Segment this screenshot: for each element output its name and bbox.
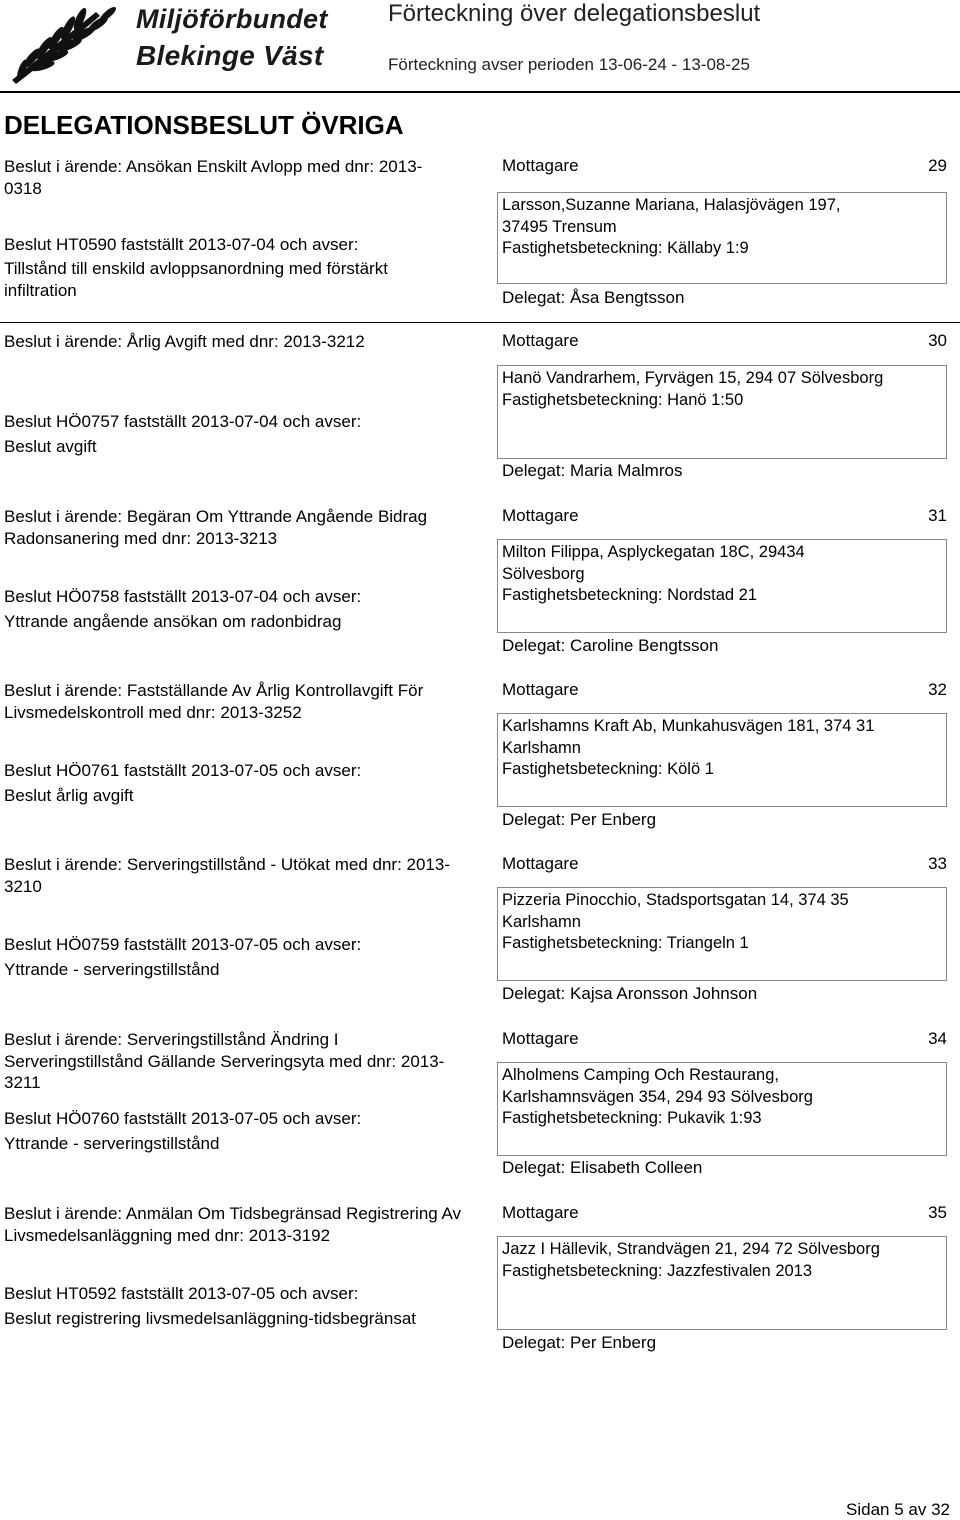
recipient-line: Karlshamn — [502, 912, 581, 931]
case-description: Beslut i ärende: Begäran Om Yttrande Angående Bidrag Radonsanering med dnr: 2013-3213 — [4, 507, 428, 548]
recipient-box — [497, 192, 947, 284]
entry-number: 34 — [928, 1029, 947, 1048]
recipient-line: Milton Filippa, Asplyckegatan 18C, 29434 — [502, 543, 805, 561]
case-description: Beslut i ärende: Serveringstillstånd Ändring I Serveringstillstånd Gällande Serveringsyta med dnr: 2013-3211 — [4, 1030, 445, 1092]
decision-line: Beslut HÖ0758 fastställt 2013-07-04 och avser: — [4, 587, 362, 606]
case-description: Beslut i ärende: Anmälan Om Tidsbegränsad Registrering Av Livsmedelsanläggning med dnr: 2013-3192 — [4, 1204, 462, 1245]
page-number: Sidan 5 av 32 — [846, 1500, 950, 1519]
case-description: Beslut i ärende: Ansökan Enskilt Avlopp med dnr: 2013-0318 — [4, 157, 423, 198]
entry-number: 35 — [928, 1203, 947, 1222]
decision-subject: Yttrande angående ansökan om radonbidrag — [4, 612, 342, 631]
delegate-name: Delegat: Elisabeth Colleen — [502, 1158, 703, 1177]
entry-divider — [0, 322, 960, 323]
recipient-label: Mottagare — [502, 854, 579, 873]
decision-subject: Yttrande - serveringstillstånd — [4, 960, 220, 979]
recipient-label: Mottagare — [502, 156, 579, 175]
recipient-line: Fastighetsbeteckning: Triangeln 1 — [502, 934, 749, 952]
laurel-logo-icon — [4, 2, 136, 84]
document-title: Förteckning över delegationsbeslut — [388, 0, 761, 27]
decision-subject: Yttrande - serveringstillstånd — [4, 1134, 220, 1153]
recipient-line: Fastighetsbeteckning: Jazzfestivalen 2013 — [502, 1261, 813, 1280]
delegate-name: Delegat: Per Enberg — [502, 1333, 657, 1352]
organization-name-line1: Miljöförbundet — [136, 4, 328, 34]
recipient-line: Karlshamns Kraft Ab, Munkahusvägen 181, 374 31 — [502, 717, 875, 735]
recipient-label: Mottagare — [502, 1029, 579, 1048]
recipient-line: Karlshamn — [502, 738, 581, 757]
organization-name-line2: Blekinge Väst — [136, 40, 324, 71]
delegate-name: Delegat: Maria Malmros — [502, 461, 683, 480]
recipient-line: Sölvesborg — [502, 564, 585, 583]
recipient-box — [497, 1062, 947, 1156]
delegate-name: Delegat: Åsa Bengtsson — [502, 288, 685, 307]
delegate-name: Delegat: Per Enberg — [502, 810, 657, 829]
recipient-label: Mottagare — [502, 1203, 579, 1222]
recipient-line: Alholmens Camping Och Restaurang, — [502, 1066, 779, 1084]
recipient-box — [497, 887, 947, 981]
entry-number: 33 — [928, 854, 947, 873]
section-title: DELEGATIONSBESLUT ÖVRIGA — [4, 110, 404, 140]
decision-line: Beslut HT0590 fastställt 2013-07-04 och avser: — [4, 235, 359, 254]
recipient-box — [497, 713, 947, 807]
delegate-name: Delegat: Kajsa Aronsson Johnson — [502, 984, 758, 1003]
recipient-line: 37495 Trensum — [502, 217, 617, 236]
recipient-line: Fastighetsbeteckning: Kölö 1 — [502, 760, 714, 778]
decision-subject: Beslut registrering livsmedelsanläggning-tidsbegränsat — [4, 1309, 417, 1328]
recipient-label: Mottagare — [502, 331, 579, 350]
recipient-line: Fastighetsbeteckning: Pukavik 1:93 — [502, 1109, 762, 1127]
case-description: Beslut i ärende: Serveringstillstånd - Utökat med dnr: 2013-3210 — [4, 855, 451, 896]
recipient-line: Karlshamnsvägen 354, 294 93 Sölvesborg — [502, 1087, 813, 1106]
case-description: Beslut i ärende: Årlig Avgift med dnr: 2013-3212 — [4, 332, 365, 351]
decision-subject: Beslut årlig avgift — [4, 786, 134, 805]
case-description: Beslut i ärende: Fastställande Av Årlig Kontrollavgift För Livsmedelskontroll med dnr: 2013-3252 — [4, 681, 424, 722]
entry-number: 32 — [928, 680, 947, 699]
page-header — [0, 0, 960, 92]
decision-line: Beslut HÖ0760 fastställt 2013-07-05 och avser: — [4, 1109, 362, 1128]
decision-line: Beslut HÖ0759 fastställt 2013-07-05 och avser: — [4, 935, 362, 954]
delegate-name: Delegat: Caroline Bengtsson — [502, 636, 719, 655]
decision-line: Beslut HT0592 fastställt 2013-07-05 och avser: — [4, 1284, 359, 1303]
recipient-line: Jazz I Hällevik, Strandvägen 21, 294 72 Sölvesborg — [502, 1240, 880, 1258]
recipient-box — [497, 539, 947, 633]
recipient-label: Mottagare — [502, 506, 579, 525]
recipient-line: Fastighetsbeteckning: Nordstad 21 — [502, 586, 757, 604]
recipient-label: Mottagare — [502, 680, 579, 699]
decision-line: Beslut HÖ0757 fastställt 2013-07-04 och avser: — [4, 412, 362, 431]
recipient-line: Pizzeria Pinocchio, Stadsportsgatan 14, 374 35 — [502, 891, 849, 909]
header-divider — [0, 91, 960, 93]
recipient-line: Fastighetsbeteckning: Källaby 1:9 — [502, 239, 749, 257]
recipient-box — [497, 365, 947, 459]
recipient-line: Larsson,Suzanne Mariana, Halasjövägen 197, — [502, 196, 841, 214]
recipient-box — [497, 1236, 947, 1330]
recipient-line: Fastighetsbeteckning: Hanö 1:50 — [502, 390, 744, 409]
entry-number: 29 — [928, 156, 947, 175]
decision-subject: Beslut avgift — [4, 437, 97, 456]
entry-number: 30 — [928, 331, 947, 350]
document-period: Förteckning avser perioden 13-06-24 - 13-08-25 — [388, 55, 750, 74]
recipient-line: Hanö Vandrarhem, Fyrvägen 15, 294 07 Sölvesborg — [502, 369, 884, 387]
decision-subject: Tillstånd till enskild avloppsanordning med förstärkt infiltration — [4, 259, 388, 300]
decision-line: Beslut HÖ0761 fastställt 2013-07-05 och avser: — [4, 761, 362, 780]
entry-number: 31 — [928, 506, 947, 525]
